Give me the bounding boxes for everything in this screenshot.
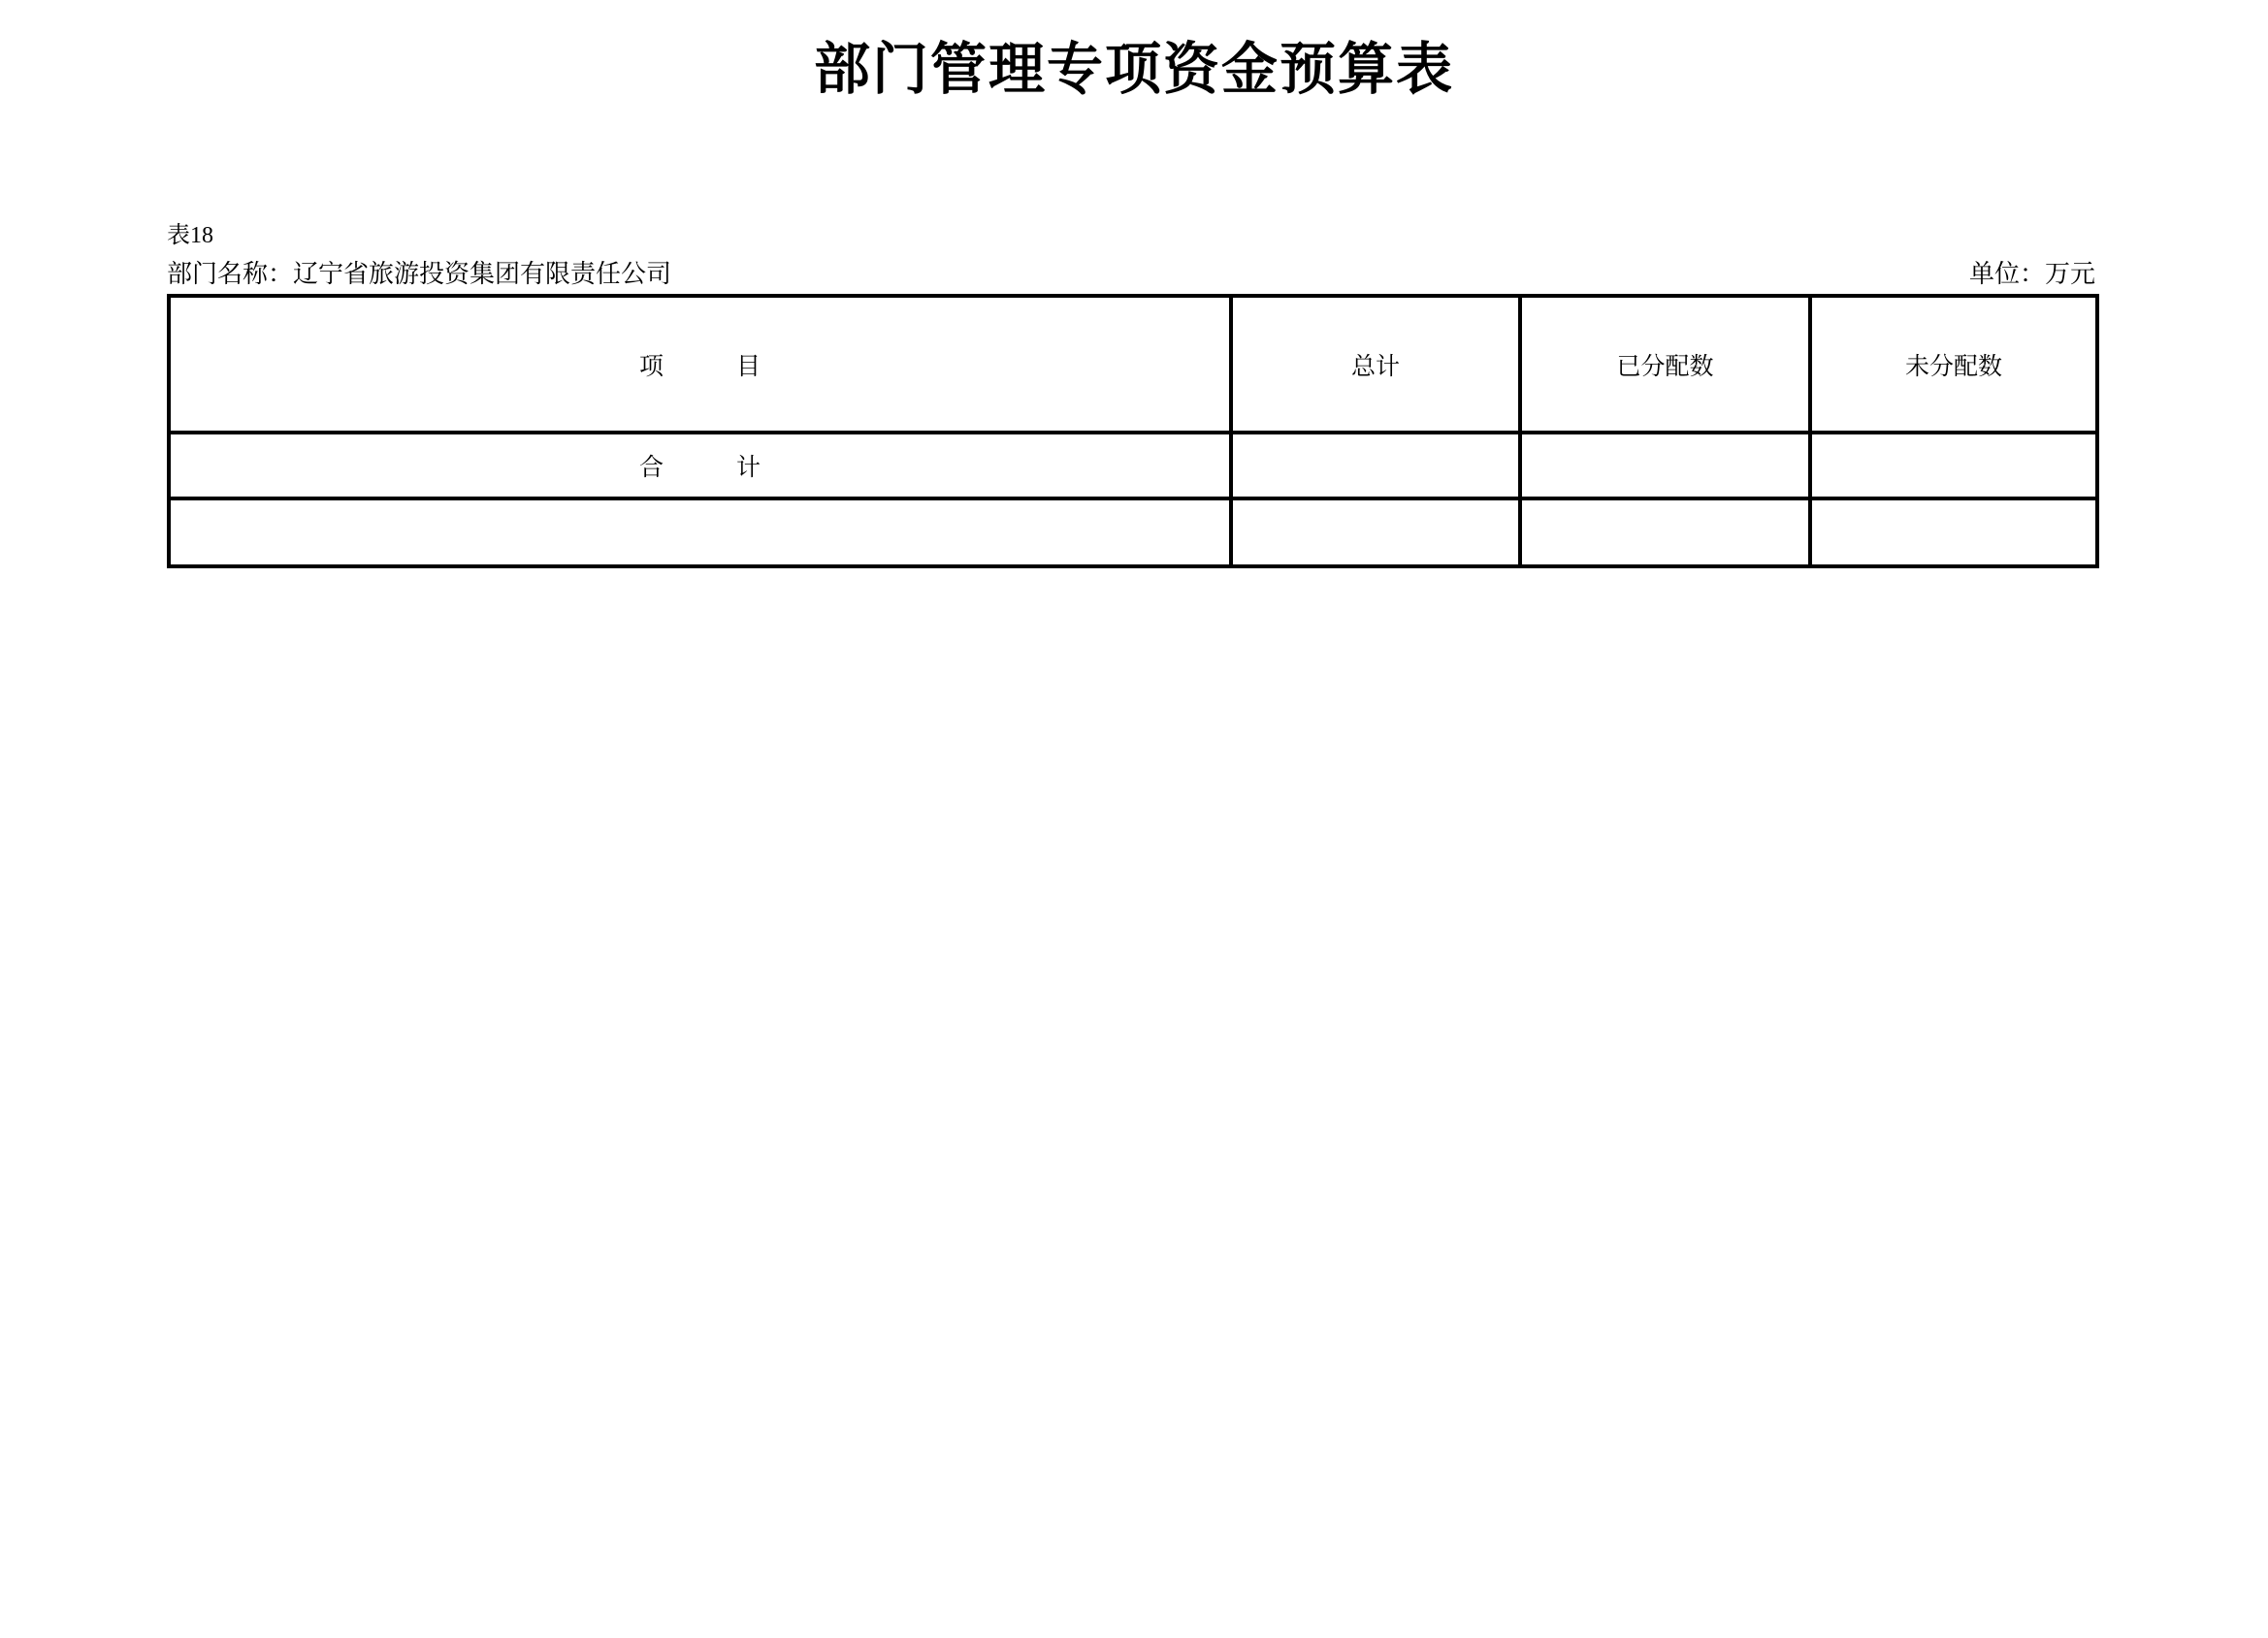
cell-total-allocated <box>1520 433 1810 498</box>
cell-total-unallocated <box>1810 433 2097 498</box>
budget-table <box>167 294 2099 568</box>
unit-label: 单位：万元 <box>1968 260 2095 288</box>
department-name-label: 部门名称：辽宁省旅游投资集团有限责任公司 <box>167 260 672 288</box>
cell-empty-allocated <box>1520 498 1810 566</box>
document-body <box>167 140 2095 568</box>
table-number-label: 表18 <box>167 223 213 248</box>
header-cell-allocated: 已分配数 <box>1520 296 1810 433</box>
cell-empty-unallocated <box>1810 498 2097 566</box>
cell-empty-item <box>169 498 1231 566</box>
header-cell-total: 总计 <box>1231 296 1520 433</box>
header-cell-item: 项 目 <box>169 296 1231 433</box>
table-row-empty <box>169 498 2097 566</box>
table-header-row <box>169 296 2097 433</box>
page-title: 部门管理专项资金预算表 <box>813 38 1454 101</box>
meta-row <box>167 258 2095 291</box>
cell-empty-total <box>1231 498 1520 566</box>
cell-total-total <box>1231 433 1520 498</box>
header-cell-unallocated: 未分配数 <box>1810 296 2097 433</box>
cell-total-item: 合 计 <box>169 433 1231 498</box>
table-row-total <box>169 433 2097 498</box>
